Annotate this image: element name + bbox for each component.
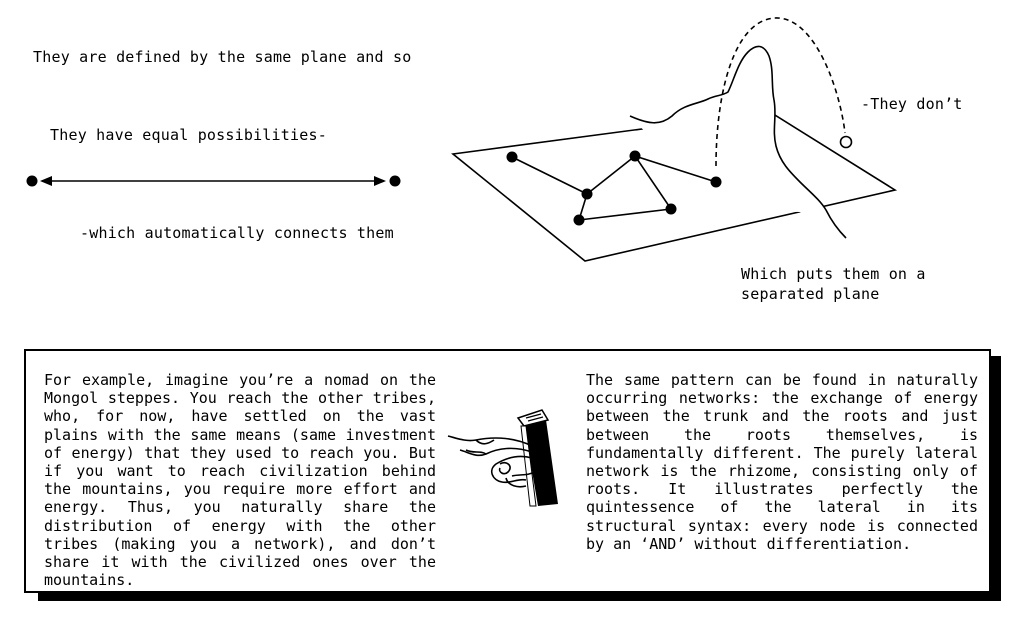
caption-equal-possibilities: They have equal possibilities- xyxy=(50,126,327,144)
caption-they-dont: -They don’t xyxy=(861,95,963,113)
trunk-shape xyxy=(518,410,558,506)
caption-same-plane: They are defined by the same plane and so xyxy=(33,48,412,66)
caption-separated-line1: Which puts them on a xyxy=(741,265,926,283)
arrow-head-right xyxy=(374,176,386,186)
roots-shape xyxy=(448,436,534,487)
caption-connects: -which automatically connects them xyxy=(80,224,394,242)
network-node xyxy=(711,177,722,188)
node-right xyxy=(390,176,401,187)
equal-connection xyxy=(27,176,401,187)
network-node xyxy=(666,204,677,215)
right-paragraph: The same pattern can be found in naturally occurring networks: the exchange of energy between the trunk and the roots and just between the roots themselves, is fundamentally different. The purely lateral network is the rhizome, consisting only of roots. It illustrates perfectly the quintessence of the lateral in its structural syntax: every node is connected by an ‘AND’ without differentiation. xyxy=(586,371,978,553)
arrow-head-left xyxy=(40,176,52,186)
network-node xyxy=(574,215,585,226)
network-node xyxy=(507,152,518,163)
network-node xyxy=(630,151,641,162)
caption-separated-line2: separated plane xyxy=(741,285,880,303)
isolated-node xyxy=(841,137,852,148)
node-left xyxy=(27,176,38,187)
text-box xyxy=(24,349,991,593)
tree-root-drawing xyxy=(446,406,576,516)
network-node xyxy=(582,189,593,200)
left-paragraph: For example, imagine you’re a nomad on the Mongol steppes. You reach the other tribes, who, for now, have settled on the vast plains with the same means (same investment of energy) that they used to reach you. But if you want to reach civilization behind the mountains, you require more effort and energy. Thus, you naturally share the distribution of energy with the other tribes (making you a network), and don’t share it with the civilized ones over the mountains. xyxy=(44,371,436,590)
